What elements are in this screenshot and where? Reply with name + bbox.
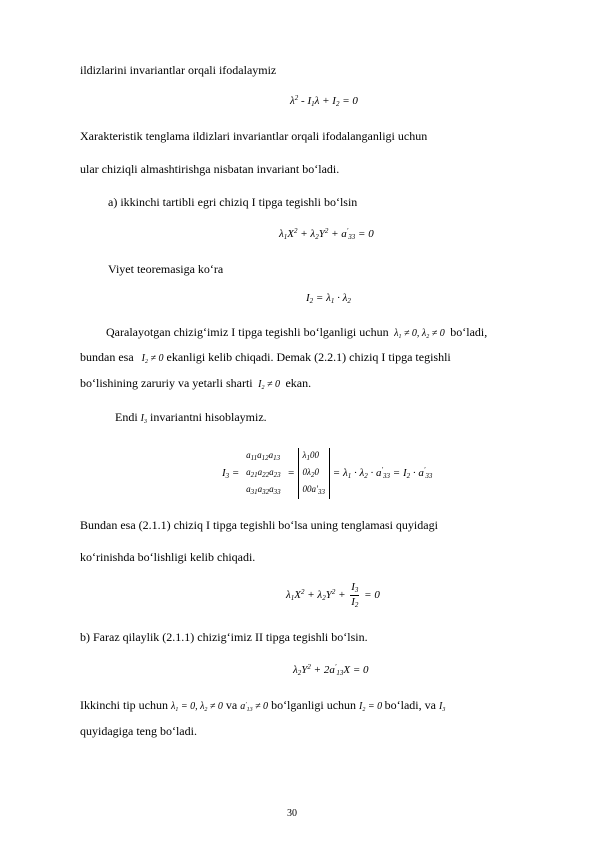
text-segment: bo‘lishining zaruriy va yetarli sharti	[80, 376, 253, 390]
text-line: a) ikkinchi tartibli egri chiziq I tipga tegishli bo‘lsin	[108, 195, 358, 209]
inline-formula: $a'_{13} \ne 0$	[240, 701, 269, 713]
text-line	[80, 699, 445, 713]
text-segment: bo‘lganligi uchun	[271, 698, 357, 712]
text-line: b) Faraz qilaylik (2.1.1) chizig‘imiz II tipga tegishli bo‘lsin.	[80, 630, 368, 644]
text-segment: ekan.	[285, 376, 312, 390]
text-line: quyidagiga teng bo‘ladi.	[80, 724, 197, 738]
inline-formula: $I_2 = 0$	[359, 701, 385, 713]
text-segment: va	[225, 698, 238, 712]
formula-canonical-type1: $\lambda_1X^2 + \lambda_2Y^2 + a'_{33} = 0$	[279, 227, 374, 241]
inline-formula: $\lambda_1 \ne 0$, $\lambda_2 \ne 0$	[391, 328, 448, 340]
text-line	[115, 411, 267, 425]
text-segment: Ikkinchi tip uchun	[80, 698, 168, 712]
text-segment: Qaralayotgan chizig‘imiz I tipga tegishli bo‘lganligi uchun	[106, 325, 389, 339]
text-segment: bo‘ladi,	[450, 325, 488, 339]
text-segment: bo‘ladi, va	[384, 698, 436, 712]
inline-formula: $I_3$	[438, 701, 446, 713]
text-line: ildizlarini invariantlar orqali ifodalaymiz	[80, 63, 277, 77]
formula-canonical-type1-invariant: $\lambda_1X^2 + \lambda_2Y^2$ + $\frac{I_3}{I_2}$ = 0	[286, 581, 380, 609]
text-line: Viyet teoremasiga ko‘ra	[108, 262, 224, 276]
inline-formula: $I_3$	[140, 413, 148, 425]
inline-formula: $\lambda_1 = 0$, $\lambda_2 \ne 0$	[170, 701, 223, 713]
text-line	[80, 351, 451, 365]
text-segment: ekanligi kelib chiqadi. Demak (2.2.1) chiziq I tipga tegishli	[166, 350, 451, 364]
formula-canonical-type2: $\lambda_2Y^2 + 2a'_{13}X = 0$	[293, 663, 369, 677]
inline-formula: $I_2 \ne 0$	[141, 353, 164, 365]
formula-determinant-i3: $I_3$ = $a_{11}a_{12}a_{13}$ $a_{21}a_{22}a_{23}$ $a_{31}a_{32}a_{33}$ = $\lambda_100$ $0\lambda_20$ $00a'_{33}$ = $\lambda_1 \cdot \lambda_2 \cdot a'_{33} = I_2 \cdot a'_{33}$	[222, 448, 432, 499]
text-segment: invariantni hisoblaymiz.	[150, 410, 267, 424]
text-line	[80, 377, 311, 391]
text-segment: bundan esa	[80, 350, 134, 364]
text-line: ular chiziqli almashtirishga nisbatan invariant bo‘ladi.	[80, 162, 340, 176]
text-line: Bundan esa (2.1.1) chiziq I tipga tegishli bo‘lsa uning tenglamasi quyidagi	[80, 518, 438, 532]
text-line: Xarakteristik tenglama ildizlari invariantlar orqali ifodalanganligi uchun	[80, 129, 428, 143]
inline-formula: $I_2 \ne 0$	[258, 379, 283, 391]
text-segment: Endi	[115, 410, 138, 424]
text-line: ko‘rinishda bo‘lishligi kelib chiqadi.	[80, 550, 256, 564]
text-line	[106, 326, 487, 340]
formula-vieta: $I_2 = \lambda_1 \cdot \lambda_2$	[306, 292, 351, 305]
page-number: 30	[287, 808, 297, 819]
formula-characteristic-equation: $\lambda^2 - I_1\lambda + I_2 = 0$	[290, 94, 358, 108]
